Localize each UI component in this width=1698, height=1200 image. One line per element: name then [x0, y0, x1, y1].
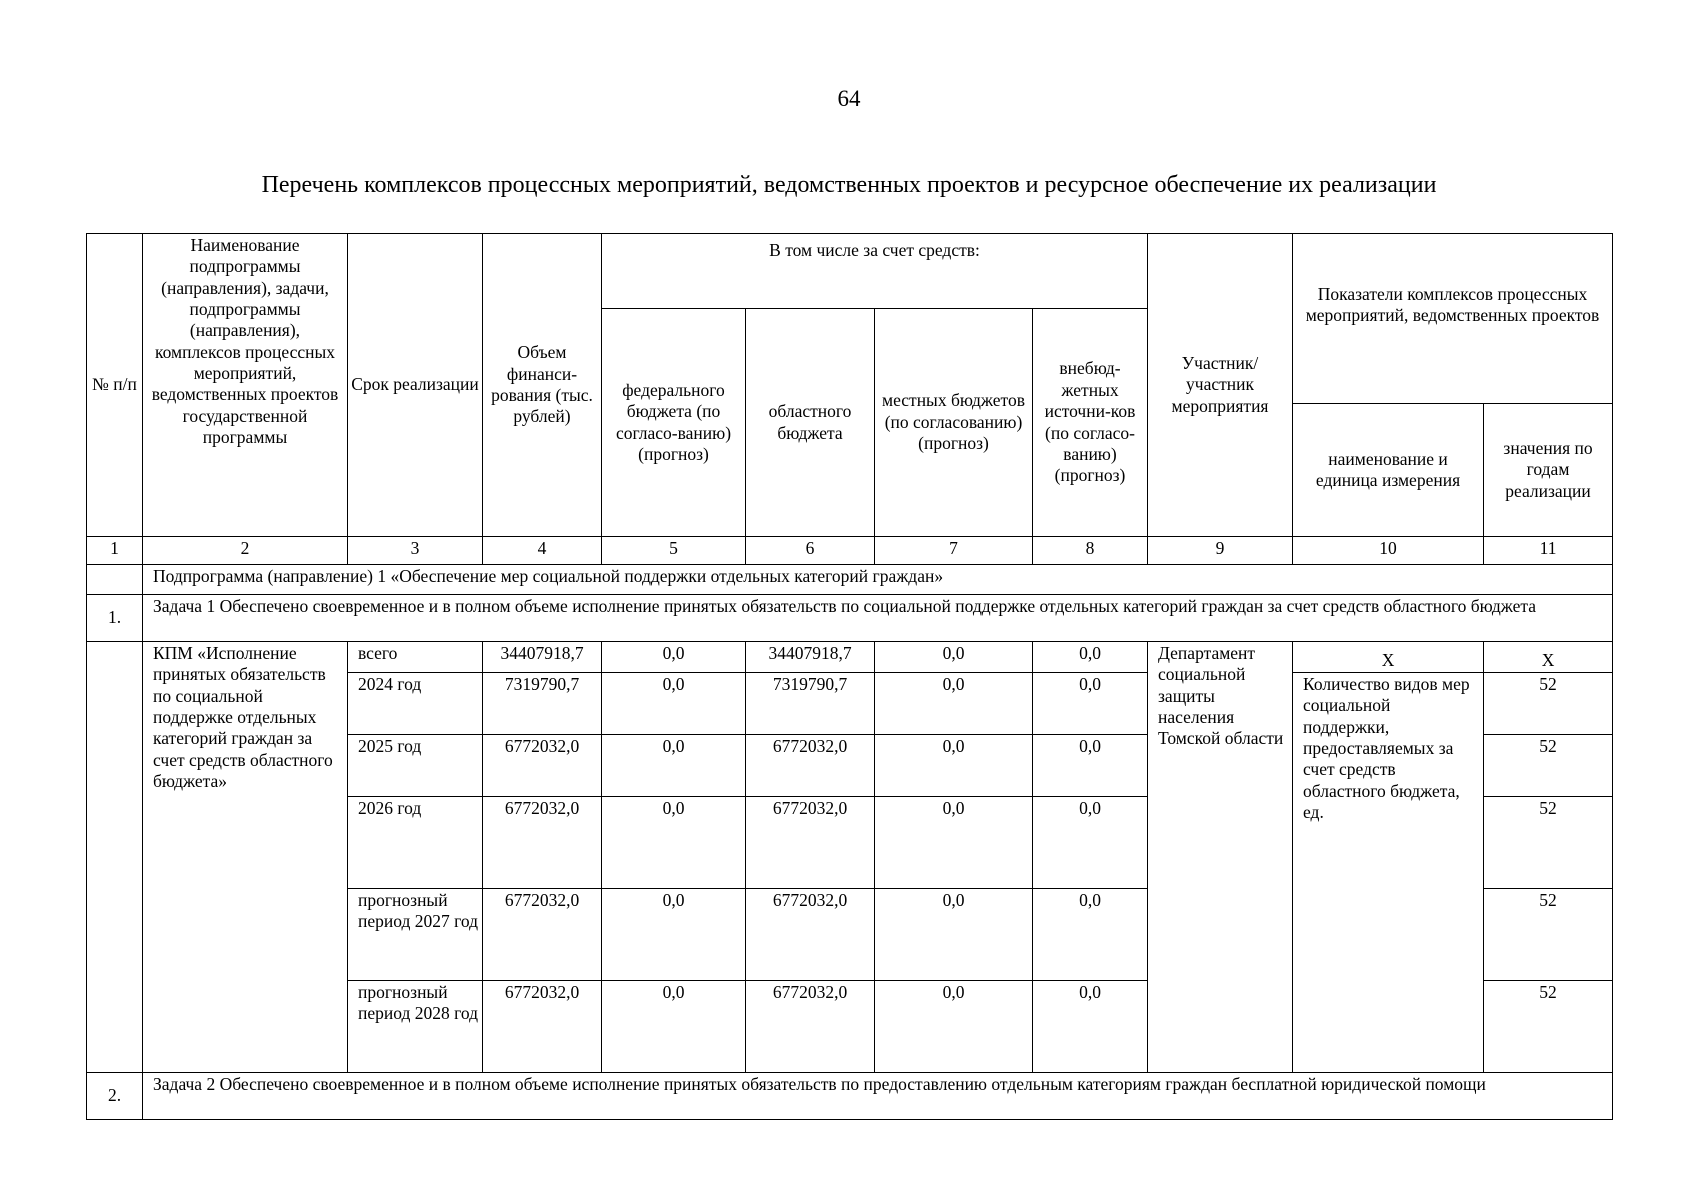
volume-cell: 6772032,0	[483, 981, 602, 1073]
page-number: 64	[837, 86, 861, 111]
kpm-num	[87, 642, 143, 1073]
regional-cell: 6772032,0	[746, 889, 875, 981]
header-ind-name: наименование и единица измерения	[1293, 404, 1484, 537]
header-regional: областного бюджета	[746, 309, 875, 537]
volume-cell: 7319790,7	[483, 673, 602, 735]
header-indicators: Показатели комплексов процессных мероприятий, ведомственных проектов	[1293, 234, 1613, 404]
column-numbers-row	[87, 537, 1613, 565]
col-number: 5	[602, 537, 746, 565]
total-marker-10: Х	[1293, 642, 1484, 673]
value-cell: 52	[1484, 889, 1613, 981]
period-cell: прогнозный период 2028 год	[348, 981, 483, 1073]
federal-cell: 0,0	[602, 735, 746, 797]
extra-cell: 0,0	[1033, 642, 1148, 673]
volume-cell: 34407918,7	[483, 642, 602, 673]
regional-cell: 6772032,0	[746, 981, 875, 1073]
volume-cell: 6772032,0	[483, 797, 602, 889]
document-title: Перечень комплексов процессных мероприятий, ведомственных проектов и ресурсное обеспечение их реализации	[261, 172, 1437, 198]
period-cell: 2024 год	[348, 673, 483, 735]
local-cell: 0,0	[875, 735, 1033, 797]
period-cell: 2026 год	[348, 797, 483, 889]
task1-text: Задача 1 Обеспечено своевременное и в полном объеме исполнение принятых обязательств по социальной поддержке отдельных категорий граждан за счет средств областного бюджета	[143, 595, 1613, 642]
period-cell: 2025 год	[348, 735, 483, 797]
value-cell: 52	[1484, 735, 1613, 797]
value-cell: 52	[1484, 797, 1613, 889]
task2-num: 2.	[87, 1073, 143, 1120]
period-cell: всего	[348, 642, 483, 673]
extra-cell: 0,0	[1033, 735, 1148, 797]
programs-table	[86, 233, 1613, 1120]
col-number: 10	[1293, 537, 1484, 565]
header-ind-values: значения по годам реализации	[1484, 404, 1613, 537]
value-cell: 52	[1484, 981, 1613, 1073]
federal-cell: 0,0	[602, 797, 746, 889]
header-volume: Объем финанси-рования (тыс. рублей)	[483, 234, 602, 537]
regional-cell: 6772032,0	[746, 735, 875, 797]
task2-text: Задача 2 Обеспечено своевременное и в полном объеме исполнение принятых обязательств по предоставлению отдельным категориям граждан бесплатной юридической помощи	[143, 1073, 1613, 1120]
col-number: 4	[483, 537, 602, 565]
header-including: В том числе за счет средств:	[602, 234, 1148, 309]
local-cell: 0,0	[875, 981, 1033, 1073]
federal-cell: 0,0	[602, 889, 746, 981]
value-cell: 52	[1484, 673, 1613, 735]
kpm-name: КПМ «Исполнение принятых обязательств по социальной поддержке отдельных категорий граждан за счет средств областного бюджета»	[143, 642, 348, 1073]
local-cell: 0,0	[875, 797, 1033, 889]
extra-cell: 0,0	[1033, 797, 1148, 889]
volume-cell: 6772032,0	[483, 735, 602, 797]
header-extra: внебюд-жетных источни-ков (по согласо-ванию) (прогноз)	[1033, 309, 1148, 537]
header-federal: федерального бюджета (по согласо-ванию) (прогноз)	[602, 309, 746, 537]
col-number: 3	[348, 537, 483, 565]
period-cell: прогнозный период 2027 год	[348, 889, 483, 981]
subprogram-title: Подпрограмма (направление) 1 «Обеспечение мер социальной поддержки отдельных категорий граждан»	[143, 565, 1613, 595]
col-number: 11	[1484, 537, 1613, 565]
volume-cell: 6772032,0	[483, 889, 602, 981]
regional-cell: 34407918,7	[746, 642, 875, 673]
federal-cell: 0,0	[602, 673, 746, 735]
regional-cell: 7319790,7	[746, 673, 875, 735]
header-participant: Участник/ участник мероприятия	[1148, 234, 1293, 537]
federal-cell: 0,0	[602, 642, 746, 673]
extra-cell: 0,0	[1033, 673, 1148, 735]
total-marker-11: Х	[1484, 642, 1613, 673]
col-number: 2	[143, 537, 348, 565]
local-cell: 0,0	[875, 673, 1033, 735]
extra-cell: 0,0	[1033, 889, 1148, 981]
local-cell: 0,0	[875, 642, 1033, 673]
kpm-indicator-name: Количество видов мер социальной поддержки, предоставляемых за счет средств областного бюджета, ед.	[1293, 673, 1484, 1073]
col-number: 9	[1148, 537, 1293, 565]
extra-cell: 0,0	[1033, 981, 1148, 1073]
table-row	[87, 642, 1613, 673]
header-term: Срок реализации	[348, 234, 483, 537]
col-number: 8	[1033, 537, 1148, 565]
header-name: Наименование подпрограммы (направления), задачи, подпрограммы (направления), комплексов процессных мероприятий, ведомственных проектов государственной программы	[143, 234, 348, 537]
header-num: № п/п	[87, 234, 143, 537]
col-number: 7	[875, 537, 1033, 565]
col-number: 1	[87, 537, 143, 565]
subprogram-num	[87, 565, 143, 595]
task1-num: 1.	[87, 595, 143, 642]
kpm-participant: Департамент социальной защиты населения Томской области	[1148, 642, 1293, 1073]
local-cell: 0,0	[875, 889, 1033, 981]
regional-cell: 6772032,0	[746, 797, 875, 889]
col-number: 6	[746, 537, 875, 565]
header-local: местных бюджетов (по согласованию) (прогноз)	[875, 309, 1033, 537]
federal-cell: 0,0	[602, 981, 746, 1073]
